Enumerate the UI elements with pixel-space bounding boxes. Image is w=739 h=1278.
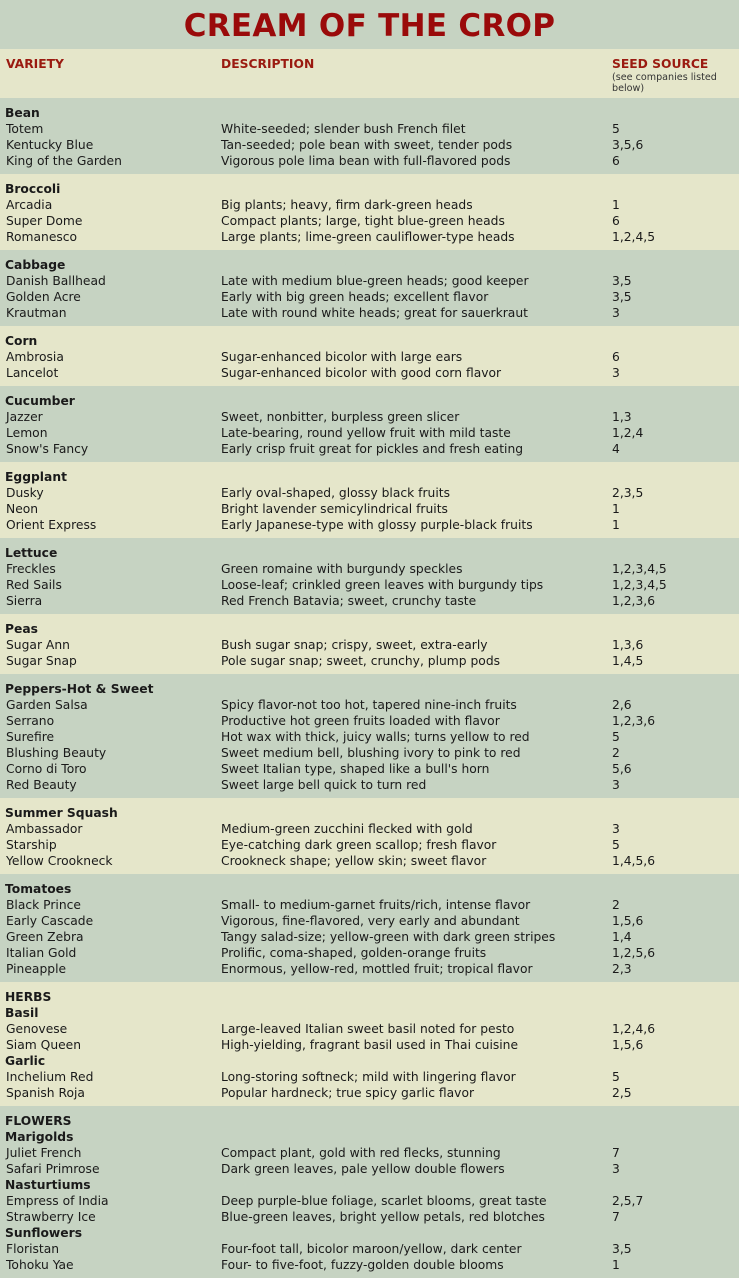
table-header (0, 49, 739, 98)
seed-source-cell: 6 (612, 154, 620, 168)
variety-cell: Snow's Fancy (6, 442, 89, 456)
variety-cell: Romanesco (6, 230, 78, 244)
description-cell: Sweet large bell quick to turn red (221, 778, 427, 792)
description-cell: Enormous, yellow-red, mottled fruit; tropical flavor (221, 962, 533, 976)
variety-cell: Juliet French (6, 1146, 82, 1160)
variety-cell: Starship (6, 838, 57, 852)
table-row (0, 961, 739, 977)
seed-source-cell: 5 (612, 838, 620, 852)
table-row (0, 289, 739, 305)
table-row (0, 853, 739, 869)
table-row (0, 153, 739, 169)
seed-source-cell: 1,2,3,6 (612, 594, 656, 608)
variety-cell: Krautman (6, 306, 67, 320)
seed-source-cell: 5 (612, 122, 620, 136)
table-row (0, 365, 739, 381)
description-cell: Loose-leaf; crinkled green leaves with burgundy tips (221, 578, 544, 592)
seed-source-cell: 6 (612, 214, 620, 228)
seed-source-cell: 1 (612, 1258, 620, 1272)
description-cell: Deep purple-blue foliage, scarlet blooms, great taste (221, 1194, 547, 1208)
category-label: Bean (5, 106, 40, 120)
table-row (0, 229, 739, 245)
description-cell: High-yielding, fragrant basil used in Thai cuisine (221, 1038, 519, 1052)
table-row (0, 1257, 739, 1273)
variety-cell: Sierra (6, 594, 43, 608)
variety-cell: Surefire (6, 730, 55, 744)
table-row (0, 913, 739, 929)
seed-source-cell: 1,2,3,4,5 (612, 562, 667, 576)
table-row (0, 305, 739, 321)
table-row (0, 1085, 739, 1101)
table-row (0, 897, 739, 913)
variety-cell: King of the Garden (6, 154, 122, 168)
seed-source-cell: 5 (612, 730, 620, 744)
seed-source-cell: 2,3,5 (612, 486, 644, 500)
description-cell: Late with round white heads; great for sauerkraut (221, 306, 528, 320)
description-cell: Green romaine with burgundy speckles (221, 562, 463, 576)
category-label: Eggplant (5, 470, 67, 484)
variety-cell: Serrano (6, 714, 55, 728)
seed-source-cell: 1,2,3,4,5 (612, 578, 667, 592)
group-band (0, 674, 739, 798)
description-cell: Crookneck shape; yellow skin; sweet flavor (221, 854, 487, 868)
variety-cell: Sugar Ann (6, 638, 70, 652)
variety-cell: Neon (6, 502, 39, 516)
group-band (0, 174, 739, 250)
table-row (0, 761, 739, 777)
group-band (0, 326, 739, 386)
description-cell: Pole sugar snap; sweet, crunchy, plump pods (221, 654, 501, 668)
variety-cell: Corno di Toro (6, 762, 87, 776)
table-row (0, 729, 739, 745)
group-band (0, 386, 739, 462)
variety-column-header: VARIETY (6, 57, 64, 71)
description-cell: Long-storing softneck; mild with lingering flavor (221, 1070, 516, 1084)
table-row (0, 485, 739, 501)
description-cell: Sweet, nonbitter, burpless green slicer (221, 410, 460, 424)
table-row (0, 517, 739, 533)
table-row (0, 777, 739, 793)
description-cell: Dark green leaves, pale yellow double flowers (221, 1162, 505, 1176)
table-row (0, 929, 739, 945)
table-row (0, 1161, 739, 1177)
description-column-header: DESCRIPTION (221, 57, 315, 71)
variety-cell: Ambassador (6, 822, 83, 836)
table-row (0, 1037, 739, 1053)
description-cell: Hot wax with thick, juicy walls; turns yellow to red (221, 730, 530, 744)
seed-source-note: (see companies listed below) (612, 72, 717, 94)
description-cell: Big plants; heavy, firm dark-green heads (221, 198, 473, 212)
seed-source-cell: 1 (612, 518, 620, 532)
category-label: Broccoli (5, 182, 61, 196)
seed-source-cell: 3,5 (612, 274, 632, 288)
variety-cell: Lancelot (6, 366, 59, 380)
seed-source-cell: 2,5,7 (612, 1194, 644, 1208)
variety-cell: Empress of India (6, 1194, 109, 1208)
description-cell: Bright lavender semicylindrical fruits (221, 502, 448, 516)
seed-source-cell: 1,2,5,6 (612, 946, 656, 960)
variety-cell: Pineapple (6, 962, 67, 976)
table-row (0, 273, 739, 289)
seed-source-cell: 1,3 (612, 410, 632, 424)
table-row (0, 653, 739, 669)
variety-cell: Spanish Roja (6, 1086, 85, 1100)
description-cell: Popular hardneck; true spicy garlic flavor (221, 1086, 475, 1100)
variety-cell: Sugar Snap (6, 654, 77, 668)
seed-source-cell: 3 (612, 822, 620, 836)
description-cell: Compact plant, gold with red flecks, stunning (221, 1146, 501, 1160)
variety-cell: Red Sails (6, 578, 62, 592)
variety-cell: Yellow Crookneck (6, 854, 113, 868)
description-cell: Tangy salad-size; yellow-green with dark green stripes (221, 930, 556, 944)
table-row (0, 1193, 739, 1209)
seed-source-cell: 3 (612, 366, 620, 380)
seed-source-cell: 5,6 (612, 762, 632, 776)
subcategory-label: Basil (5, 1006, 39, 1020)
description-cell: Early Japanese-type with glossy purple-black fruits (221, 518, 533, 532)
variety-cell: Freckles (6, 562, 56, 576)
description-cell: Sugar-enhanced bicolor with good corn flavor (221, 366, 502, 380)
description-cell: Early crisp fruit great for pickles and fresh eating (221, 442, 524, 456)
description-cell: Sugar-enhanced bicolor with large ears (221, 350, 463, 364)
description-cell: White-seeded; slender bush French filet (221, 122, 466, 136)
description-cell: Small- to medium-garnet fruits/rich, intense flavor (221, 898, 531, 912)
seed-source-cell: 1,2,4,5 (612, 230, 656, 244)
seed-source-cell: 6 (612, 350, 620, 364)
seed-source-cell: 1,2,4,6 (612, 1022, 656, 1036)
subcategory-label: Garlic (5, 1054, 46, 1068)
variety-cell: Blushing Beauty (6, 746, 107, 760)
description-cell: Vigorous pole lima bean with full-flavored pods (221, 154, 511, 168)
variety-cell: Siam Queen (6, 1038, 82, 1052)
table-row (0, 561, 739, 577)
description-cell: Late-bearing, round yellow fruit with mild taste (221, 426, 511, 440)
category-label: FLOWERS (5, 1114, 72, 1128)
description-cell: Large-leaved Italian sweet basil noted for pesto (221, 1022, 515, 1036)
description-cell: Compact plants; large, tight blue-green heads (221, 214, 505, 228)
seed-source-cell: 3,5 (612, 290, 632, 304)
group-band (0, 798, 739, 874)
variety-cell: Strawberry Ice (6, 1210, 96, 1224)
variety-cell: Green Zebra (6, 930, 84, 944)
seed-source-cell: 3,5 (612, 1242, 632, 1256)
description-cell: Blue-green leaves, bright yellow petals, red blotches (221, 1210, 545, 1224)
table-row (0, 409, 739, 425)
seed-source-cell: 4 (612, 442, 620, 456)
table-row (0, 1069, 739, 1085)
seed-source-cell: 3 (612, 1162, 620, 1176)
table-row (0, 213, 739, 229)
seed-source-cell: 1,2,3,6 (612, 714, 656, 728)
description-cell: Four- to five-foot, fuzzy-golden double blooms (221, 1258, 504, 1272)
seed-source-cell: 7 (612, 1146, 620, 1160)
description-cell: Red French Batavia; sweet, crunchy taste (221, 594, 477, 608)
category-label: Lettuce (5, 546, 58, 560)
group-band (0, 982, 739, 1106)
seed-source-cell: 2 (612, 746, 620, 760)
table-row (0, 745, 739, 761)
group-band (0, 538, 739, 614)
seed-source-cell: 1 (612, 502, 620, 516)
seed-source-cell: 3,5,6 (612, 138, 644, 152)
group-band (0, 98, 739, 174)
category-label: Cabbage (5, 258, 66, 272)
variety-cell: Tohoku Yae (6, 1258, 74, 1272)
table-row (0, 1209, 739, 1225)
description-cell: Late with medium blue-green heads; good keeper (221, 274, 529, 288)
table-row (0, 197, 739, 213)
variety-cell: Kentucky Blue (6, 138, 94, 152)
subcategory-label: Sunflowers (5, 1226, 83, 1240)
seed-source-cell: 2,6 (612, 698, 632, 712)
category-label: Corn (5, 334, 38, 348)
description-cell: Sweet medium bell, blushing ivory to pink to red (221, 746, 521, 760)
table-row (0, 137, 739, 153)
seed-source-cell: 2,5 (612, 1086, 632, 1100)
group-band (0, 874, 739, 982)
description-cell: Vigorous, fine-flavored, very early and abundant (221, 914, 520, 928)
table-row (0, 1021, 739, 1037)
table-row (0, 713, 739, 729)
table-row (0, 501, 739, 517)
seed-source-column-header: SEED SOURCE (612, 57, 709, 71)
variety-cell: Lemon (6, 426, 48, 440)
seed-source-cell: 3 (612, 306, 620, 320)
variety-cell: Italian Gold (6, 946, 77, 960)
seed-source-cell: 1,4,5,6 (612, 854, 656, 868)
variety-cell: Red Beauty (6, 778, 77, 792)
variety-cell: Jazzer (6, 410, 43, 424)
description-cell: Tan-seeded; pole bean with sweet, tender pods (221, 138, 513, 152)
seed-source-cell: 1,2,4 (612, 426, 644, 440)
seed-source-cell: 2 (612, 898, 620, 912)
variety-cell: Genovese (6, 1022, 68, 1036)
category-label: HERBS (5, 990, 52, 1004)
description-cell: Four-foot tall, bicolor maroon/yellow, dark center (221, 1242, 522, 1256)
variety-cell: Ambrosia (6, 350, 64, 364)
description-cell: Medium-green zucchini flecked with gold (221, 822, 473, 836)
variety-cell: Super Dome (6, 214, 83, 228)
variety-cell: Danish Ballhead (6, 274, 106, 288)
page-title: CREAM OF THE CROP (0, 0, 739, 49)
seed-source-cell: 1,4 (612, 930, 632, 944)
description-cell: Productive hot green fruits loaded with flavor (221, 714, 500, 728)
group-band (0, 250, 739, 326)
table-row (0, 121, 739, 137)
variety-cell: Dusky (6, 486, 44, 500)
table-row (0, 425, 739, 441)
description-cell: Bush sugar snap; crispy, sweet, extra-early (221, 638, 488, 652)
category-label: Peppers-Hot & Sweet (5, 682, 154, 696)
variety-cell: Inchelium Red (6, 1070, 94, 1084)
description-cell: Early with big green heads; excellent flavor (221, 290, 489, 304)
group-band (0, 462, 739, 538)
seed-source-cell: 1,4,5 (612, 654, 644, 668)
subcategory-label: Marigolds (5, 1130, 74, 1144)
table-row (0, 349, 739, 365)
table-row (0, 697, 739, 713)
description-cell: Spicy flavor-not too hot, tapered nine-inch fruits (221, 698, 517, 712)
variety-cell: Arcadia (6, 198, 53, 212)
seed-source-cell: 1,5,6 (612, 1038, 644, 1052)
seed-source-cell: 1 (612, 198, 620, 212)
variety-cell: Golden Acre (6, 290, 81, 304)
category-label: Tomatoes (5, 882, 72, 896)
variety-cell: Garden Salsa (6, 698, 88, 712)
table-row (0, 637, 739, 653)
variety-cell: Totem (6, 122, 44, 136)
group-band (0, 614, 739, 674)
seed-source-cell: 1,3,6 (612, 638, 644, 652)
description-cell: Sweet Italian type, shaped like a bull's horn (221, 762, 490, 776)
seed-source-cell: 7 (612, 1210, 620, 1224)
variety-cell: Safari Primrose (6, 1162, 100, 1176)
description-cell: Early oval-shaped, glossy black fruits (221, 486, 450, 500)
variety-cell: Early Cascade (6, 914, 94, 928)
table-row (0, 821, 739, 837)
seed-source-cell: 1,5,6 (612, 914, 644, 928)
description-cell: Large plants; lime-green cauliflower-type heads (221, 230, 515, 244)
variety-cell: Floristan (6, 1242, 60, 1256)
description-cell: Prolific, coma-shaped, golden-orange fruits (221, 946, 487, 960)
seed-source-cell: 5 (612, 1070, 620, 1084)
seed-source-cell: 3 (612, 778, 620, 792)
variety-cell: Orient Express (6, 518, 97, 532)
variety-cell: Black Prince (6, 898, 81, 912)
group-band (0, 1106, 739, 1278)
subcategory-label: Nasturtiums (5, 1178, 91, 1192)
table-row (0, 577, 739, 593)
table-row (0, 945, 739, 961)
table-row (0, 1145, 739, 1161)
category-label: Cucumber (5, 394, 75, 408)
category-label: Peas (5, 622, 38, 636)
category-label: Summer Squash (5, 806, 118, 820)
table-row (0, 837, 739, 853)
description-cell: Eye-catching dark green scallop; fresh flavor (221, 838, 497, 852)
seed-source-cell: 2,3 (612, 962, 632, 976)
table-row (0, 593, 739, 609)
variety-groups (0, 98, 739, 1278)
table-row (0, 441, 739, 457)
